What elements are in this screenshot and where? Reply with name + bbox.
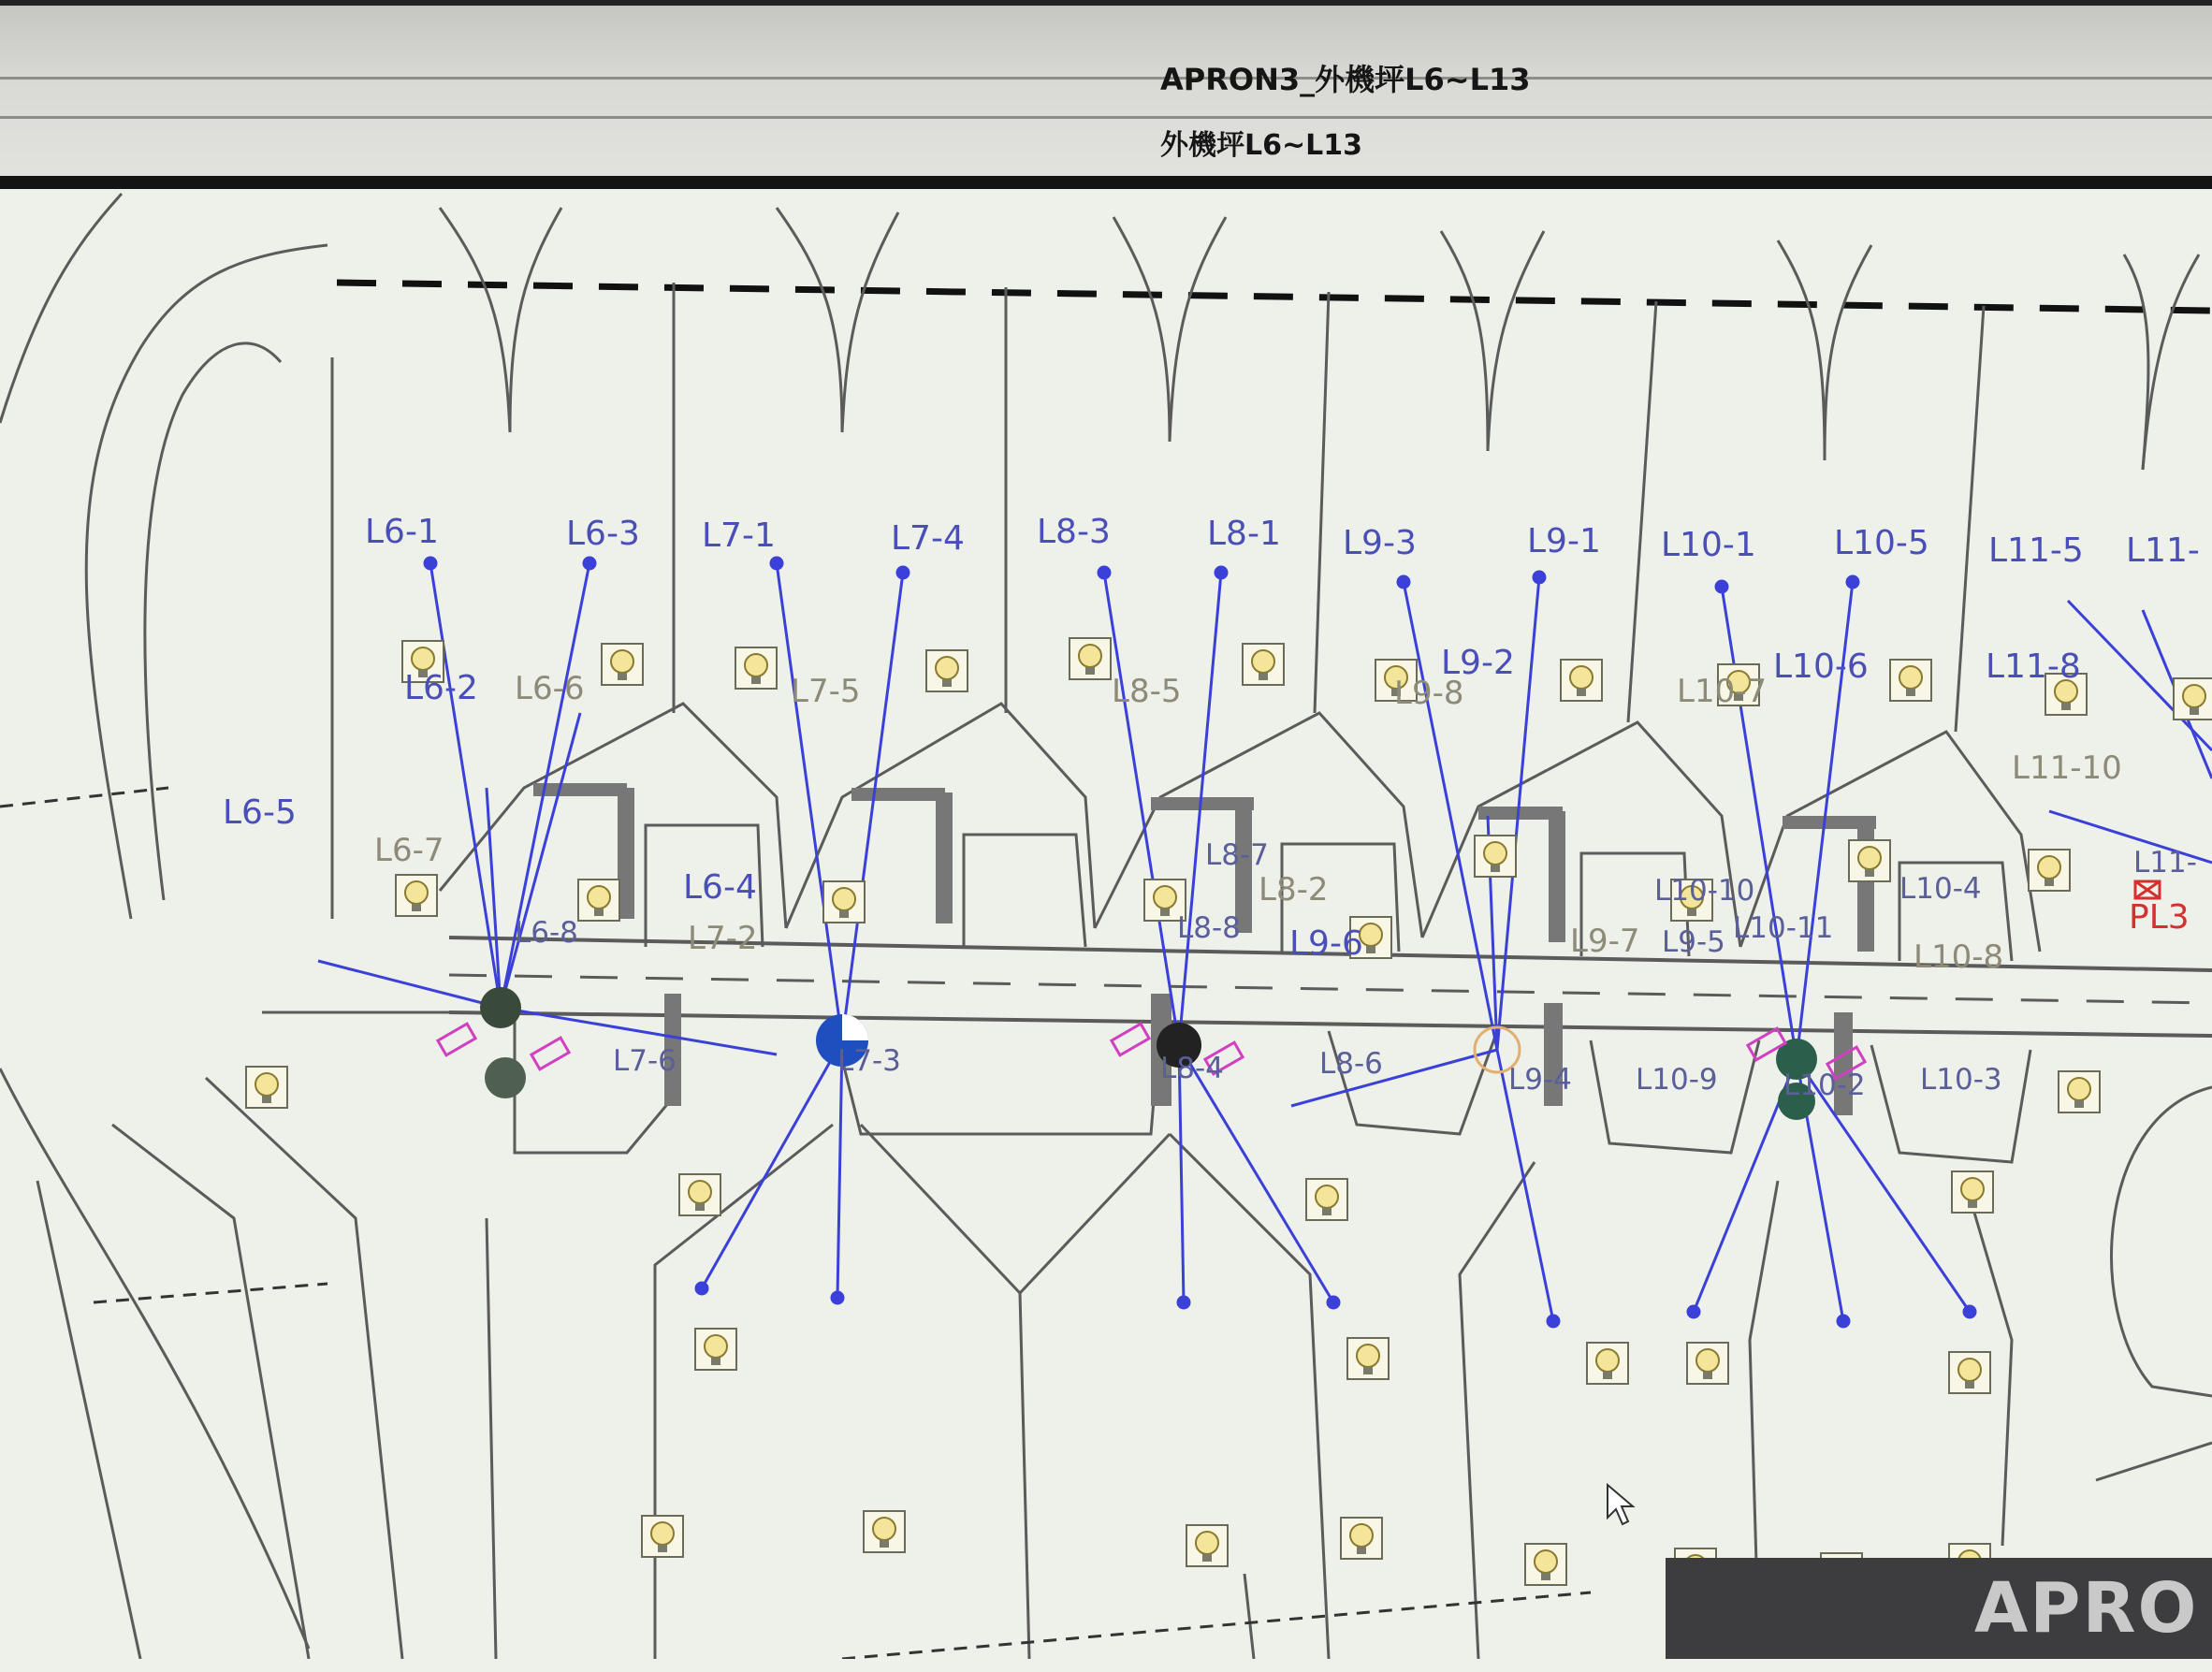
label-l8-2[interactable]: L8-2 xyxy=(1259,871,1329,909)
light-bulb-icon[interactable] xyxy=(1890,660,1931,701)
window-subtitle: 外機坪L6~L13 xyxy=(1160,129,1362,162)
label-l10-8[interactable]: L10-8 xyxy=(1914,938,2004,976)
light-bulb-icon[interactable] xyxy=(926,650,968,691)
apron-linework xyxy=(0,194,2212,1659)
apron-layout-drawing[interactable] xyxy=(0,189,2212,1659)
label-l11-8[interactable]: L11-8 xyxy=(1986,647,2081,686)
light-bulb-icon[interactable] xyxy=(1587,1343,1628,1384)
light-bulb-icon[interactable] xyxy=(695,1329,736,1370)
label-l11-edge[interactable]: L11- xyxy=(2126,531,2200,570)
label-l8-1[interactable]: L8-1 xyxy=(1207,515,1281,553)
label-l10-2[interactable]: L10-2 xyxy=(1783,1069,1866,1102)
light-bulb-icon[interactable] xyxy=(1561,660,1602,701)
light-bulb-icon[interactable] xyxy=(2174,678,2212,720)
light-bulb-icon[interactable] xyxy=(396,875,437,916)
window-title-bar xyxy=(0,0,2212,182)
light-bulb-icon[interactable] xyxy=(2029,850,2070,891)
label-l9-3[interactable]: L9-3 xyxy=(1343,524,1417,562)
label-l10-7[interactable]: L10-7 xyxy=(1677,673,1768,710)
label-l10-5[interactable]: L10-5 xyxy=(1834,524,1929,562)
label-l10-10[interactable]: L10-10 xyxy=(1654,874,1755,908)
light-bulb-icon[interactable] xyxy=(578,880,619,921)
label-l9-1[interactable]: L9-1 xyxy=(1527,522,1601,560)
label-l7-1[interactable]: L7-1 xyxy=(702,516,776,555)
light-bulb-icon[interactable] xyxy=(642,1516,683,1557)
label-l8-3[interactable]: L8-3 xyxy=(1037,513,1111,551)
label-l10-9[interactable]: L10-9 xyxy=(1636,1063,1718,1097)
light-bulb-icon[interactable] xyxy=(1949,1352,1990,1393)
label-l8-6[interactable]: L8-6 xyxy=(1319,1047,1383,1081)
light-bulb-icon[interactable] xyxy=(823,881,865,923)
light-bulb-icon[interactable] xyxy=(864,1511,905,1552)
label-l10-3[interactable]: L10-3 xyxy=(1920,1063,2002,1097)
label-l6-7[interactable]: L6-7 xyxy=(374,832,444,869)
label-l6-3[interactable]: L6-3 xyxy=(566,515,640,553)
window-title: APRON3_外機坪L6~L13 xyxy=(1160,62,1531,97)
label-l8-5[interactable]: L8-5 xyxy=(1112,673,1182,710)
label-l8-8[interactable]: L8-8 xyxy=(1177,911,1241,945)
light-bulb-icon[interactable] xyxy=(1525,1544,1566,1585)
label-l11-5[interactable]: L11-5 xyxy=(1988,531,2084,570)
light-fixture-icons xyxy=(246,638,2212,1594)
title-divider xyxy=(0,77,2212,80)
light-bulb-icon[interactable] xyxy=(1347,1338,1389,1379)
light-bulb-icon[interactable] xyxy=(1070,638,1111,679)
light-bulb-icon[interactable] xyxy=(1306,1179,1347,1220)
label-l6-8[interactable]: L6-8 xyxy=(515,916,578,950)
light-bulb-icon[interactable] xyxy=(679,1174,720,1215)
label-l6-6[interactable]: L6-6 xyxy=(515,670,585,707)
light-bulb-icon[interactable] xyxy=(1687,1343,1728,1384)
label-l9-5[interactable]: L9-5 xyxy=(1662,925,1725,959)
label-l6-4[interactable]: L6-4 xyxy=(683,868,757,907)
label-l11-10[interactable]: L11-10 xyxy=(2012,749,2122,787)
label-l7-2[interactable]: L7-2 xyxy=(688,920,758,957)
label-l9-6[interactable]: L9-6 xyxy=(1289,924,1363,963)
panel-symbol xyxy=(2135,881,2160,898)
light-bulb-icon[interactable] xyxy=(1243,644,1284,685)
title-divider-lower xyxy=(0,116,2212,119)
label-l11-right[interactable]: L11- xyxy=(2133,846,2197,880)
label-l8-4[interactable]: L8-4 xyxy=(1160,1052,1224,1085)
light-bulb-icon[interactable] xyxy=(735,647,777,689)
label-l10-1[interactable]: L10-1 xyxy=(1661,526,1756,564)
label-l6-5[interactable]: L6-5 xyxy=(223,793,297,832)
brand-banner-text: APRO xyxy=(1974,1568,2199,1649)
light-bulb-icon[interactable] xyxy=(2059,1071,2100,1112)
label-l9-2[interactable]: L9-2 xyxy=(1441,644,1515,682)
light-bulb-icon[interactable] xyxy=(1475,836,1516,877)
label-l10-6[interactable]: L10-6 xyxy=(1773,647,1869,686)
label-l7-6[interactable]: L7-6 xyxy=(613,1044,677,1078)
light-bulb-icon[interactable] xyxy=(602,644,643,685)
label-l7-3[interactable]: L7-3 xyxy=(837,1044,901,1078)
panel-label-pl3[interactable]: PL3 xyxy=(2129,898,2190,937)
light-bulb-icon[interactable] xyxy=(1849,840,1890,881)
label-l7-5[interactable]: L7-5 xyxy=(791,673,861,710)
label-l10-11[interactable]: L10-11 xyxy=(1733,911,1834,945)
label-l9-8[interactable]: L9-8 xyxy=(1394,675,1464,712)
label-l9-4[interactable]: L9-4 xyxy=(1508,1063,1572,1097)
light-bulb-icon[interactable] xyxy=(1186,1525,1228,1566)
label-l10-4[interactable]: L10-4 xyxy=(1899,872,1982,906)
label-l9-7[interactable]: L9-7 xyxy=(1570,923,1640,960)
label-l8-7[interactable]: L8-7 xyxy=(1205,838,1269,872)
label-l6-1[interactable]: L6-1 xyxy=(365,513,439,551)
drawing-canvas[interactable] xyxy=(0,176,2212,1672)
label-l6-2[interactable]: L6-2 xyxy=(404,669,478,707)
light-bulb-icon[interactable] xyxy=(1341,1518,1382,1559)
light-bulb-icon[interactable] xyxy=(246,1067,287,1108)
mouse-cursor-icon xyxy=(1608,1485,1633,1524)
light-bulb-icon[interactable] xyxy=(1952,1171,1993,1213)
label-l7-4[interactable]: L7-4 xyxy=(891,519,965,558)
